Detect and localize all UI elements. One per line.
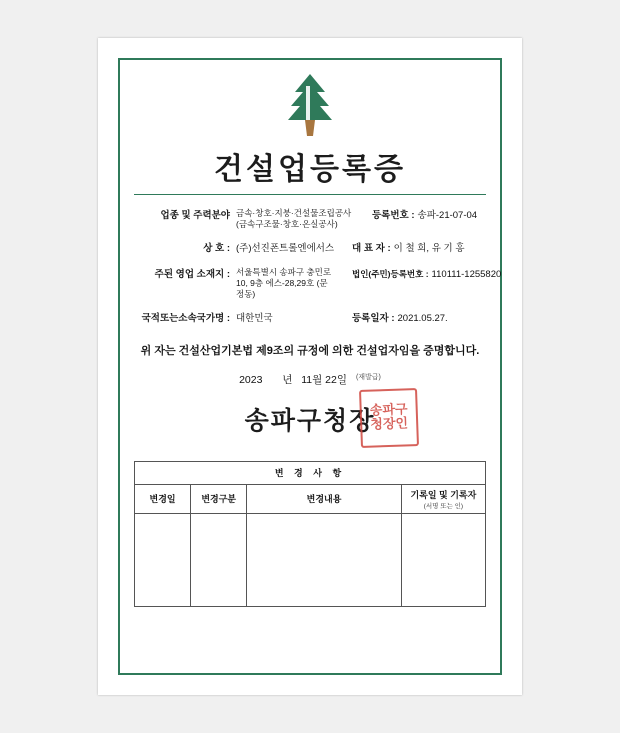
change-cell-type <box>191 513 247 606</box>
change-cell-content <box>247 513 401 606</box>
change-cell-date <box>135 513 191 606</box>
change-table-header-content: 변경내용 <box>247 484 401 513</box>
field-label-nationality: 국적또는소속국가명 : <box>141 313 230 325</box>
change-table-caption-row <box>135 461 486 484</box>
page-title: 건설업등록증 <box>214 152 406 187</box>
issue-year: 2023 <box>239 373 263 386</box>
field-label-corporate-number: 법인(주민)등록번호 : <box>352 268 429 279</box>
certificate-content <box>134 68 502 669</box>
address-line2: 10, 9층 에스-28,29호 (문 <box>236 277 328 288</box>
official-seal: 송파구청장인 <box>359 388 419 448</box>
field-value-address <box>234 266 346 300</box>
issue-month-day: 11월 22일 <box>301 373 348 386</box>
field-value-registration-date: 2021.05.27. <box>397 313 448 325</box>
field-label-company-name: 상 호 : <box>203 243 230 255</box>
change-table-caption: 변 경 사 항 <box>135 461 486 484</box>
change-table-header-row <box>135 484 486 513</box>
address-line1: 서울특별시 송파구 충민로 <box>236 266 332 277</box>
recorder-sublabel: (서명 또는 인) <box>423 502 464 510</box>
certificate-page <box>98 38 522 695</box>
field-row-company-name <box>134 240 486 256</box>
certification-statement: 위 자는 건설산업기본법 제9조의 규정에 의한 건설업자임을 증명합니다. <box>140 344 480 357</box>
business-type-line1: 금속·창호·지붕·건설물조립공사 <box>236 208 352 218</box>
issue-year-unit: 년 <box>282 373 293 386</box>
field-value-company-name: (주)선진폰트롤엔에서스 <box>236 243 335 255</box>
recorder-label: 기록일 및 기록자 <box>410 489 477 500</box>
change-cell-recorder <box>401 513 485 606</box>
field-label-representative: 대 표 자 : <box>352 243 391 255</box>
tree-logo <box>134 72 486 142</box>
field-row-address <box>134 266 502 300</box>
title-divider <box>134 194 486 195</box>
change-table-header-recorder <box>401 484 485 513</box>
change-history-table <box>134 461 486 607</box>
issue-date-line <box>134 372 486 387</box>
field-value-nationality: 대한민국 <box>236 313 273 325</box>
change-table-header-date: 변경일 <box>135 484 191 513</box>
field-row-business-type <box>134 207 486 230</box>
table-row <box>135 513 486 606</box>
field-value-corporate-number: 110111-1255820 <box>431 268 502 280</box>
field-value-registration-number: 송파-21-07-04 <box>417 210 478 221</box>
address-line3: 정동) <box>236 289 256 299</box>
field-label-business-type: 업종 및 주력분야 <box>160 210 230 221</box>
issue-note: (재발급) <box>355 373 381 381</box>
field-label-registration-number: 등록번호 : <box>372 210 415 221</box>
field-label-address: 주된 영업 소재지 : <box>154 268 230 280</box>
issuer-block <box>134 393 486 449</box>
field-value-business-type <box>234 207 366 230</box>
field-row-nationality <box>134 310 486 326</box>
change-table-header-type: 변경구분 <box>191 484 247 513</box>
business-type-line2: (금속구조물·창호·온실공사) <box>236 219 338 230</box>
issuer-name: 송파구청장 <box>244 405 376 435</box>
field-value-representative: 이 철 희, 유 기 홍 <box>393 243 465 255</box>
field-label-registration-date: 등록일자 : <box>352 313 395 325</box>
